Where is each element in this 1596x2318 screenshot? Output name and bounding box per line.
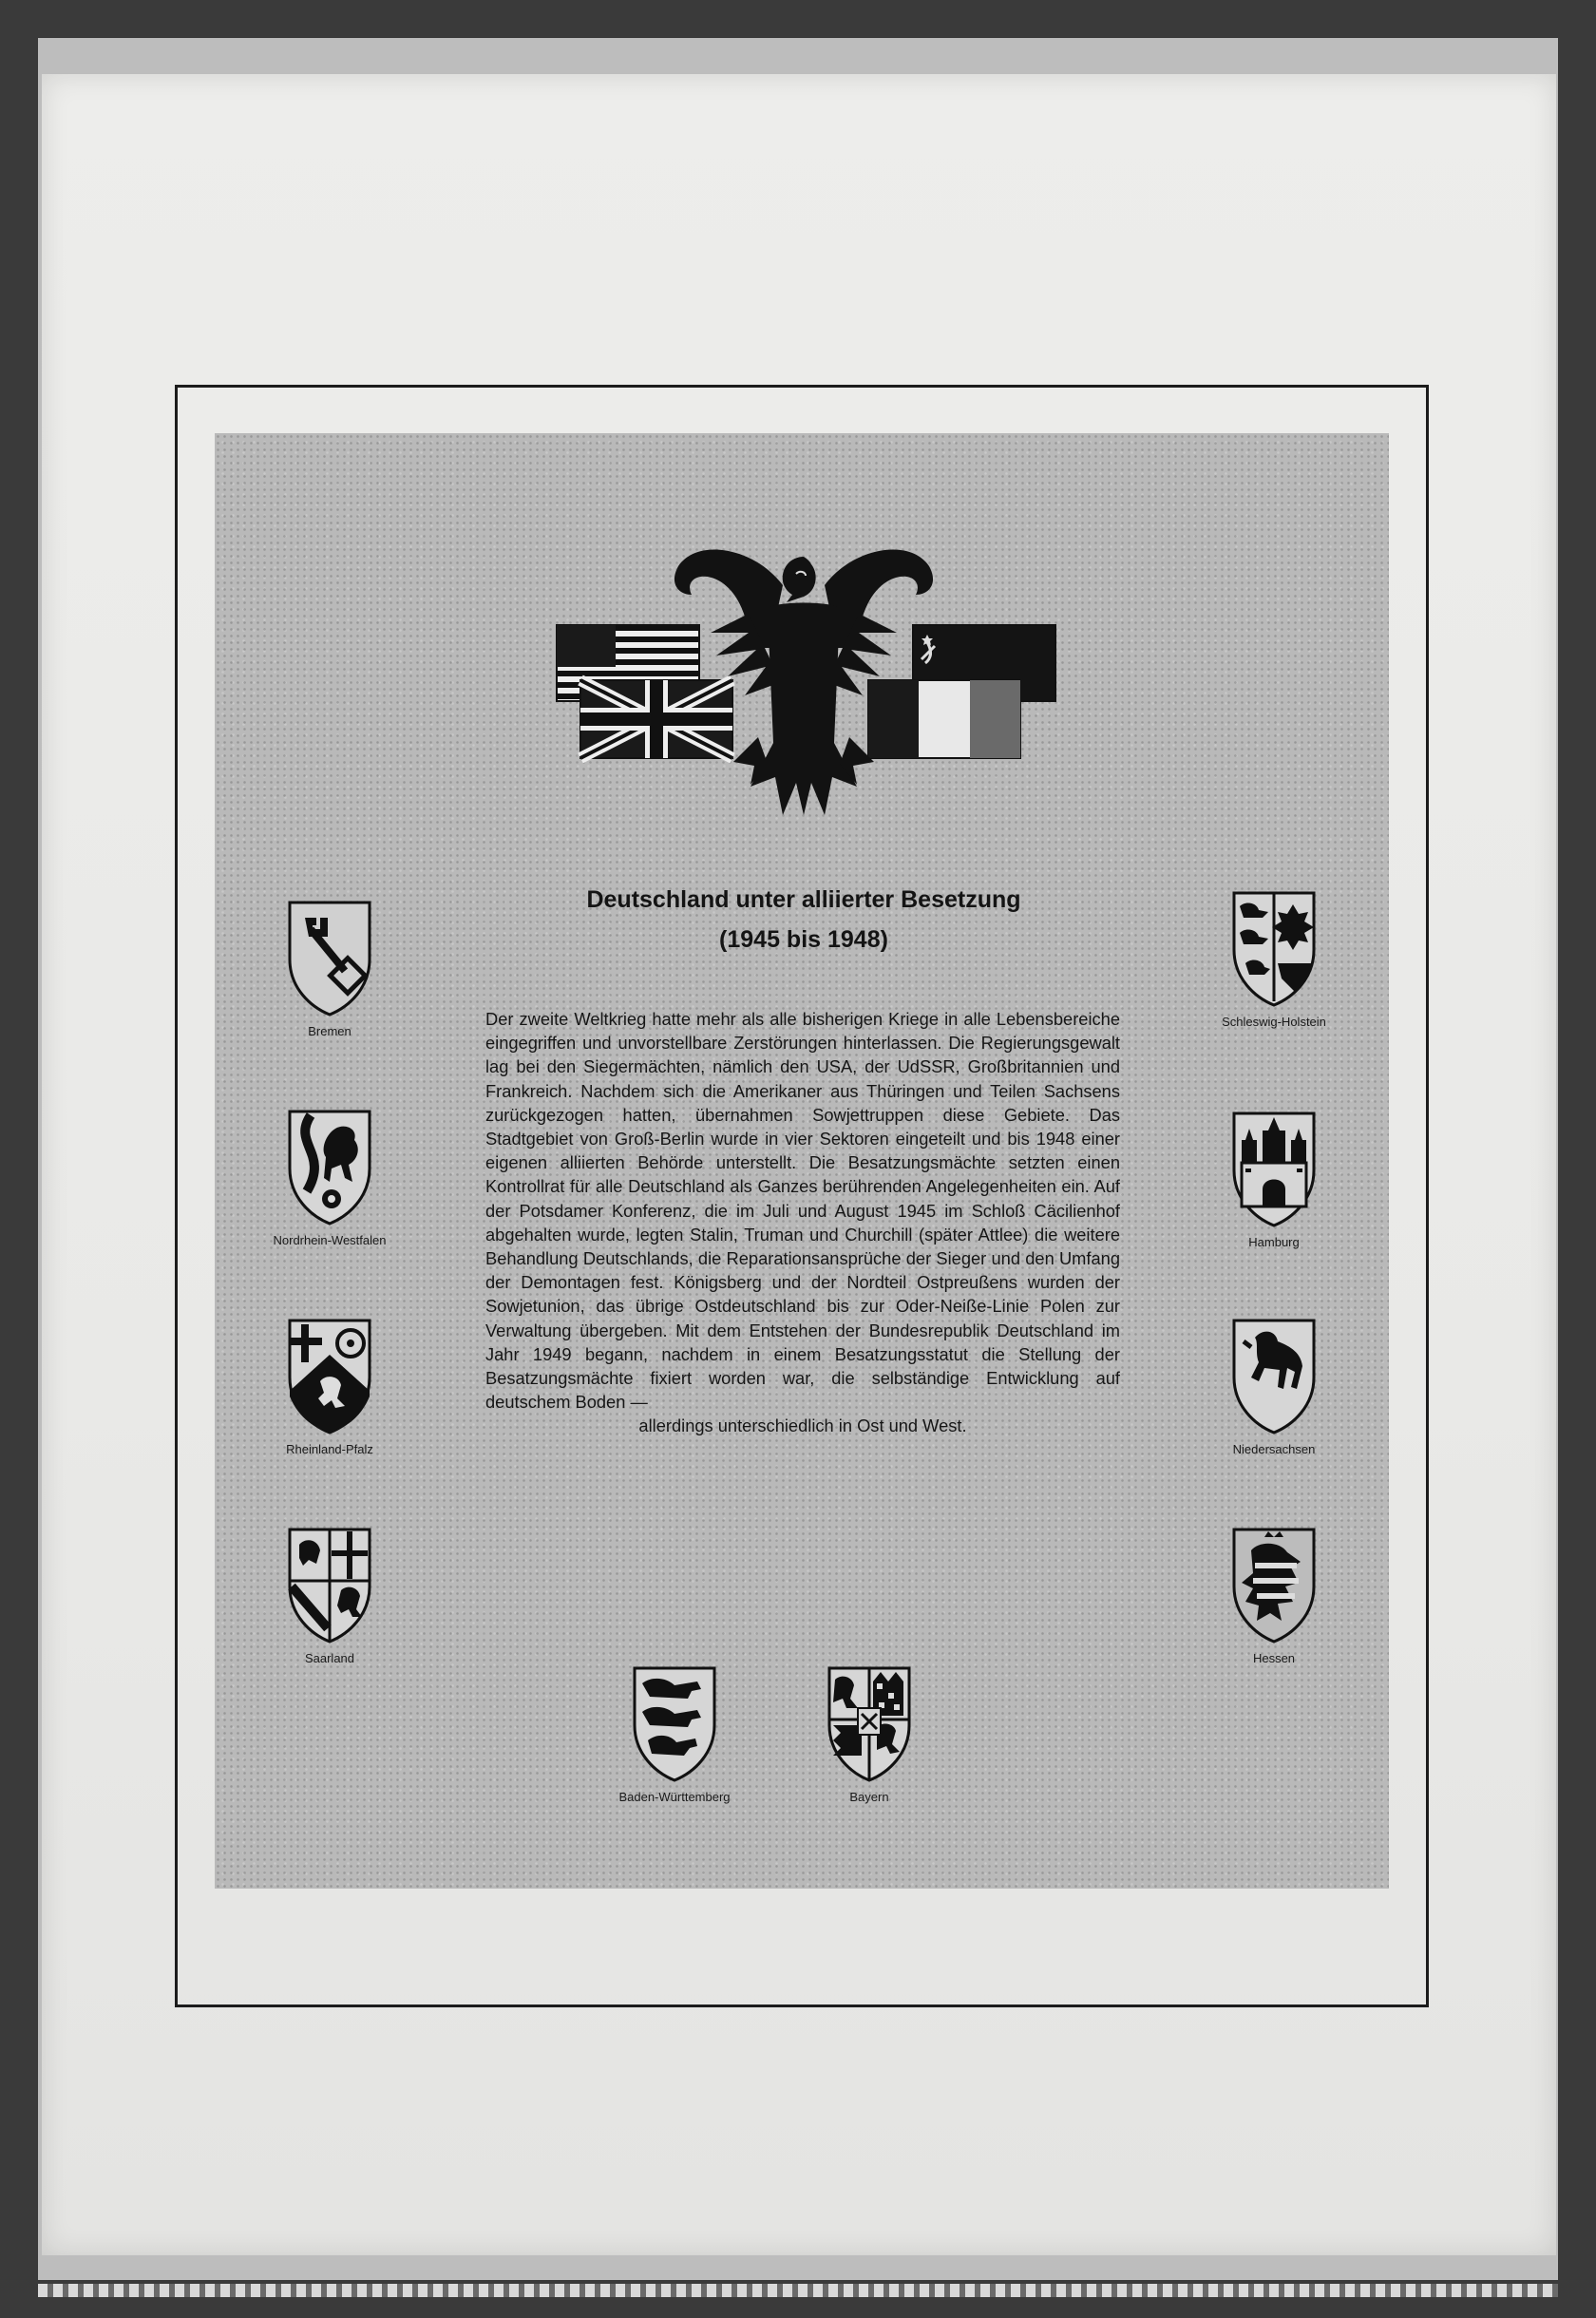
bremen-key-icon <box>282 897 377 1018</box>
coat-label-rlp: Rheinland-Pfalz <box>286 1442 373 1456</box>
coat-label-niedersachsen: Niedersachsen <box>1232 1442 1316 1456</box>
document-title <box>500 880 1108 960</box>
coat-label-hessen: Hessen <box>1252 1651 1296 1665</box>
coat-of-arms-schleswig-holstein <box>1203 887 1345 1029</box>
body-paragraph <box>485 1007 1120 1438</box>
body-text: Der zweite Weltkrieg hatte mehr als alle bisherigen Kriege in alle Lebensbereiche eingegriffen und unvorstellbare Zerstörungen hinterlassen. Die Regierungsgewalt lag bei den Siegermächten, nämlich den USA, der UdSSR, Großbritannien und Frankreich. Nachdem sich die Amerikaner aus Thüringen und Teilen Sachsens zurückgezogen hatten, übernahmen Sowjettruppen diese Gebiete. Das Stadtgebiet von Groß-Berlin wurde in vier Sektoren eingeteilt und bis 1948 einer eigenen alliierten Behörde unterstellt. Die Besatzungsmächte setzten einen Kontrollrat für alle Deutschland als Ganzes berührenden Angelegenheiten ein. Auf der Potsdamer Konferenz, die im Juli und August 1945 im Schloß Cäcilienhof abgehalten wurde, legten Stalin, Truman und Churchill (später Attlee) die weitere Behandlung Deutschlands, die Reparationsansprüche der Sieger und den Umfang der Demontagen fest. Königsberg und der Nordteil Ostpreußens wurden der Sowjetunion, das übrige Ostdeutschland bis zur Oder-Neiße-Linie Polen zur Verwaltung übergeben. Mit dem Entstehen der Bundesrepublik Deutschland im Jahr 1949 begann, nachdem in einem Besatzungsstatut die Stellung der Besatzungsmächte fixiert worden war, die selbständige Entwicklung auf deutschem Boden — <box>485 1009 1120 1413</box>
coat-of-arms-saarland <box>258 1524 401 1665</box>
coat-of-arms-hessen <box>1203 1524 1345 1665</box>
coat-of-arms-baden-wuerttemberg <box>603 1662 746 1804</box>
sleeve-perforation <box>38 2284 1558 2297</box>
document-panel <box>215 433 1389 1889</box>
coat-label-bayern: Bayern <box>849 1790 889 1804</box>
coat-label-schleswig-holstein: Schleswig-Holstein <box>1222 1015 1326 1029</box>
hessen-striped-lion-icon <box>1226 1524 1321 1645</box>
bayern-quartered-icon <box>822 1662 917 1784</box>
title-line-2: (1945 bis 1948) <box>719 926 888 953</box>
schleswig-holstein-lions-nettle-icon <box>1226 887 1321 1009</box>
title-line-1: Deutschland unter alliierter Besetzung <box>586 886 1021 913</box>
coat-label-bremen: Bremen <box>308 1024 352 1038</box>
nrw-horse-rose-icon <box>282 1106 377 1227</box>
body-closing-line: allerdings unterschiedlich in Ost und West. <box>638 1416 967 1436</box>
hamburg-castle-icon <box>1226 1108 1321 1229</box>
uk-flag-icon <box>580 680 732 758</box>
eagle-with-allied-flags-icon <box>538 519 1070 832</box>
saarland-quartered-icon <box>282 1524 377 1645</box>
coat-of-arms-bayern <box>798 1662 940 1804</box>
coat-of-arms-bremen <box>258 897 401 1038</box>
coat-of-arms-rlp <box>258 1315 401 1456</box>
coat-label-hamburg: Hamburg <box>1248 1235 1300 1249</box>
rlp-cross-wheel-lion-icon <box>282 1315 377 1436</box>
coat-of-arms-nrw <box>258 1106 401 1247</box>
coat-label-nrw: Nordrhein-Westfalen <box>273 1233 387 1247</box>
france-flag-icon <box>868 680 1020 758</box>
baden-wuerttemberg-lions-icon <box>627 1662 722 1784</box>
coat-of-arms-hamburg <box>1203 1108 1345 1249</box>
coat-label-baden-wuerttemberg: Baden-Württemberg <box>618 1790 731 1804</box>
niedersachsen-horse-icon <box>1226 1315 1321 1436</box>
coat-label-saarland: Saarland <box>304 1651 355 1665</box>
coat-of-arms-niedersachsen <box>1203 1315 1345 1456</box>
